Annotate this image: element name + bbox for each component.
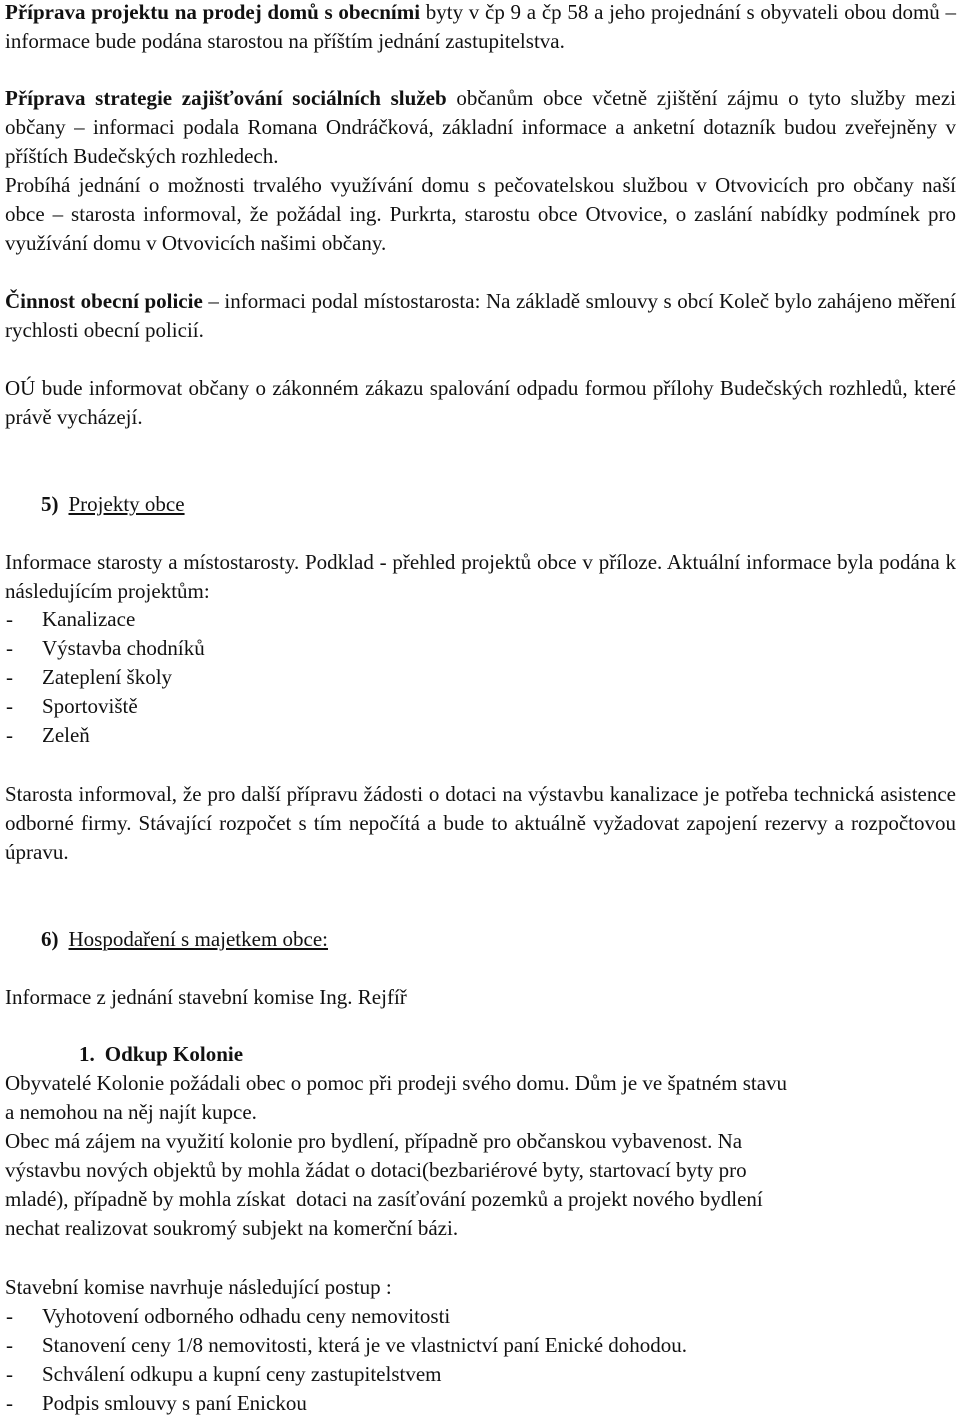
list-item: - Sportoviště [6, 694, 138, 718]
paragraph-house-sale [5, 0, 956, 56]
paragraph-house-sale-text: byty v čp 9 a čp 58 a jeho projednání s obyvateli obou domů – informace bude podána starostou na příštím jednání zastupitelstva. [5, 0, 957, 53]
colony-text [5, 1069, 956, 1243]
paragraph-municipal-police [5, 287, 956, 345]
paragraph-social-services-text: občanům obce včetně zjištění zájmu o tyto služby mezi občany – informaci podala Romana Ondráčková, základní informace a anketní dotazník budou zveřejněny v příštích Budečských rozhledech. [5, 86, 956, 168]
list-item: - Zateplení školy [6, 665, 173, 689]
text-line: nechat realizovat soukromý subjekt na komerční bázi. [5, 1216, 459, 1240]
list-item: - Zeleň [6, 723, 90, 747]
paragraph-municipal-police-text: – informaci podal místostarosta: Na základě smlouvy s obcí Koleč bylo zahájeno měření rychlosti obecní policií. [5, 289, 956, 342]
list-item: - Vyhotovení odborného odhadu ceny nemovitosti [6, 1304, 451, 1328]
list-item: - Schválení odkupu a kupní ceny zastupitelstvem [6, 1362, 442, 1386]
text-line: a nemohou na něj najít kupce. [5, 1100, 257, 1124]
text-line: výstavbu nových objektů by mohla žádat o dotaci(bezbariérové byty, startovací byty pro [5, 1158, 747, 1182]
text-line: mladé), případně by mohla získat dotaci na zasíťování pozemků a projekt nového bydlení [5, 1187, 763, 1211]
proposal-intro: Stavební komise navrhuje následující postup : [5, 1275, 392, 1299]
section-5-number: 5) [41, 492, 59, 516]
text-line: Obyvatelé Kolonie požádali obec o pomoc při prodeji svého domu. Dům je ve špatném stavu [5, 1071, 788, 1095]
section-5-heading [5, 490, 185, 519]
subsection-heading [5, 1040, 243, 1069]
paragraph-burning-ban: OÚ bude informovat občany o zákonném zákazu spalování odpadu formou přílohy Budečských rozhledů, které právě vycházejí. [5, 376, 956, 429]
proposal-steps [5, 1302, 956, 1418]
paragraph-house-sale-heading: Příprava projektu na prodej domů s obecními [5, 0, 421, 24]
paragraph-care-home: Probíhá jednání o možnosti trvalého využívání domu s pečovatelskou službou v Otvovicích pro občany naší obce – starosta informoval, že požádal ing. Purkrta, starostu obce Otvovice, o zaslání nabídky podmínek pro využívání domu v Otvovicích našimi občany. [5, 173, 956, 255]
paragraph-social-services [5, 84, 956, 171]
section-6-intro: Informace z jednání stavební komise Ing. Rejfíř [5, 985, 407, 1009]
subsection-number: 1. [79, 1042, 95, 1066]
section-5-closing: Starosta informoval, že pro další přípravu žádosti o dotaci na výstavbu kanalizace je potřeba technická asistence odborné firmy. Stávající rozpočet s tím nepočítá a bude to aktuálně vyžadovat zapojení rezervy a rozpočtovou úpravu. [5, 782, 956, 864]
section-6-heading [5, 925, 328, 954]
list-item: - Podpis smlouvy s paní Enickou [6, 1391, 307, 1415]
section-5-title: Projekty obce [68, 492, 185, 516]
list-item: - Stanovení ceny 1/8 nemovitosti, která je ve vlastnictví paní Enické dohodou. [6, 1333, 688, 1357]
text-line: Obec má zájem na využití kolonie pro bydlení, případně pro občanskou vybavenost. Na [5, 1129, 743, 1153]
section-5-intro: Informace starosty a místostarosty. Podklad - přehled projektů obce v příloze. Aktuální informace byla podána k následujícím projektům: [5, 550, 956, 603]
section-6-title: Hospodaření s majetkem obce: [68, 927, 329, 951]
section-6-number: 6) [41, 927, 59, 951]
paragraph-municipal-police-heading: Činnost obecní policie [5, 289, 203, 313]
paragraph-social-services-heading: Příprava strategie zajišťování sociálních služeb [5, 86, 447, 110]
project-list [5, 605, 956, 750]
list-item: - Kanalizace [6, 607, 136, 631]
list-item: - Výstavba chodníků [6, 636, 205, 660]
subsection-title: Odkup Kolonie [104, 1042, 244, 1066]
